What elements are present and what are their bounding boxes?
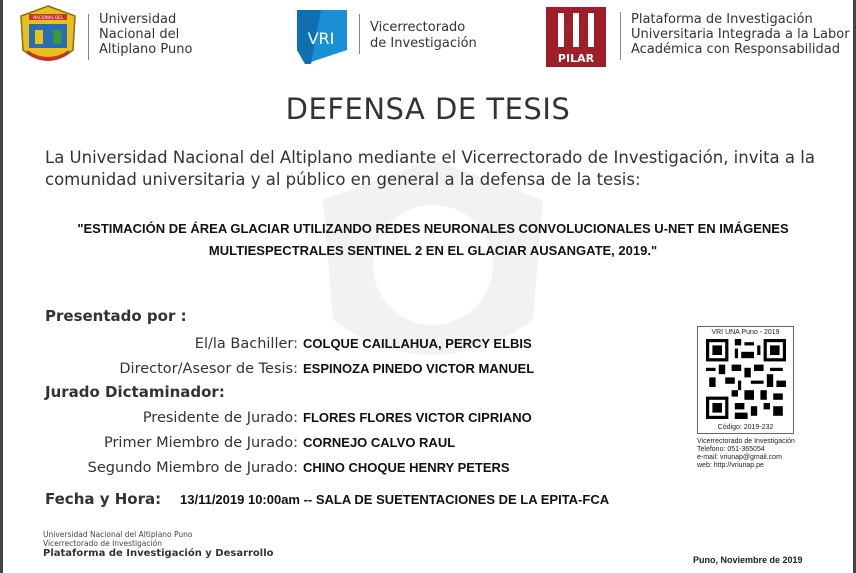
contact-info bbox=[697, 438, 795, 470]
page-title: DEFENSA DE TESIS bbox=[285, 92, 571, 126]
pilar-name bbox=[631, 12, 850, 57]
primer-label: Primer Miembro de Jurado: bbox=[103, 435, 298, 451]
una-name bbox=[99, 12, 192, 57]
footer-line-2: Vicerrectorado de Investigación bbox=[43, 539, 162, 548]
presented-heading: Presentado por : bbox=[45, 307, 187, 325]
vri-name bbox=[370, 20, 477, 52]
una-line-2: Nacional del bbox=[99, 27, 180, 42]
divider bbox=[359, 14, 360, 54]
qr-code-label: Código: 2019-232 bbox=[717, 424, 774, 431]
presidente-value: FLORES FLORES VICTOR CIPRIANO bbox=[303, 410, 532, 425]
vri-line-2: de Investigación bbox=[370, 36, 477, 51]
fecha-value: 13/11/2019 10:00am -- SALA DE SUETENTACIONES DE LA EPITA-FCA bbox=[180, 492, 610, 507]
pilar-line-2: Universitaria Integrada a la Labor bbox=[631, 27, 850, 42]
bachiller-row bbox=[45, 336, 532, 352]
divider bbox=[88, 14, 89, 60]
svg-text:NACIONAL DEL: NACIONAL DEL bbox=[33, 15, 63, 20]
bachiller-label: El/la Bachiller: bbox=[194, 336, 298, 352]
footer-line-1: Universidad Nacional del Altiplano Puno bbox=[43, 530, 193, 539]
primer-row bbox=[45, 435, 455, 451]
divider bbox=[620, 12, 621, 60]
asesor-value: ESPINOZA PINEDO VICTOR MANUEL bbox=[303, 361, 535, 376]
fecha-label: Fecha y Hora: bbox=[45, 490, 162, 508]
footer-line-3: Plataforma de Investigación y Desarrollo bbox=[43, 548, 274, 559]
pilar-logo bbox=[544, 5, 608, 69]
pilar-line-3: Académica con Responsabilidad bbox=[631, 42, 840, 57]
contact-line: Vicerrectorado de Investigación bbox=[697, 438, 795, 445]
header bbox=[3, 0, 853, 78]
fecha-row bbox=[45, 490, 609, 508]
invitation-text: La Universidad Nacional del Altiplano mediante el Vicerrectorado de Investigación, invita a la comunidad universitaria y al público en general a la defensa de la tesis: bbox=[45, 148, 815, 189]
vri-line-1: Vicerrectorado bbox=[370, 20, 466, 35]
presidente-row bbox=[45, 410, 532, 426]
segundo-row bbox=[45, 460, 510, 476]
una-crest-logo bbox=[17, 4, 79, 70]
bachiller-value: COLQUE CAILLAHUA, PERCY ELBIS bbox=[303, 336, 532, 351]
asesor-row bbox=[45, 361, 534, 377]
contact-phone: Telefono: 051-365054 bbox=[697, 446, 765, 453]
footer-institution bbox=[43, 530, 274, 558]
qr-card bbox=[697, 326, 794, 434]
footer-date: Puno, Noviembre de 2019 bbox=[693, 555, 803, 565]
vri-logo bbox=[291, 6, 353, 68]
svg-text:PILAR: PILAR bbox=[557, 52, 595, 65]
una-line-3: Altiplano Puno bbox=[99, 42, 193, 57]
segundo-value: CHINO CHOQUE HENRY PETERS bbox=[303, 460, 510, 475]
qr-code-icon bbox=[706, 339, 786, 419]
thesis-title: "ESTIMACIÓN DE ÁREA GLACIAR UTILIZANDO REDES NEURONALES CONVOLUCIONALES U-NET EN IMÁGENES MULTIESPECTRALES SENTINEL 2 EN EL GLACIAR AUSANGATE, 2019." bbox=[77, 221, 789, 258]
una-line-1: Universidad bbox=[99, 12, 177, 27]
primer-value: CORNEJO CALVO RAUL bbox=[303, 435, 456, 450]
pilar-line-1: Plataforma de Investigación bbox=[631, 12, 813, 27]
contact-email: e-mail: vriunap@gmail.com bbox=[697, 454, 782, 461]
qr-caption: VRI UNA Puno - 2019 bbox=[711, 329, 780, 336]
contact-web: web: http://vriunap.pe bbox=[697, 462, 764, 469]
presidente-label: Presidente de Jurado: bbox=[142, 410, 298, 426]
asesor-label: Director/Asesor de Tesis: bbox=[119, 361, 298, 377]
jurado-heading: Jurado Dictaminador: bbox=[45, 383, 225, 401]
svg-text:VRI: VRI bbox=[307, 29, 335, 48]
segundo-label: Segundo Miembro de Jurado: bbox=[87, 460, 298, 476]
